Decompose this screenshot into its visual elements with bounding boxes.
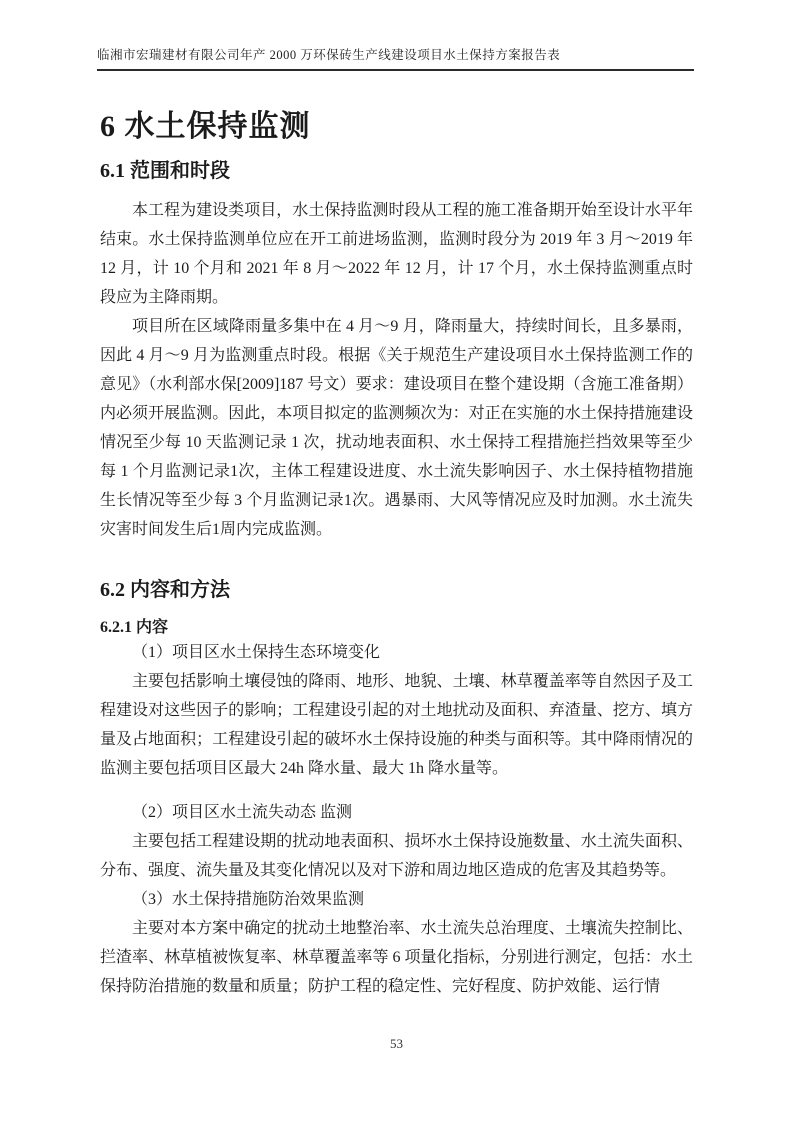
paragraph-scope-period-2: 项目所在区域降雨量多集中在 4 月～9 月，降雨量大，持续时间长，且多暴雨，因此 4 月～9 月为监测重点时段。根据《关于规范生产建设项目水土保持监测工作的意见》（水利部水保[2009]187 号文）要求：建设项目在整个建设期（含施工准备期）内必须开展监测。因此，本项目拟定的监测频次为：对正在实施的水土保持措施建设情况至少每 10 天监测记录 1 次，扰动地表面积、水土保持工程措施拦挡效果等至少每 1 个月监测记录1次，主体工程建设进度、水土流失影响因子、水土保持植物措施生长情况等至少每 3 个月监测记录1次。遇暴雨、大风等情况应及时加测。水土流失灾害时间发生后1周内完成监测。 bbox=[100, 318, 693, 538]
paragraph-scope-period-1: 本工程为建设类项目，水土保持监测时段从工程的施工准备期开始至设计水平年结束。水土保持监测单位应在开工前进场监测，监测时段分为 2019 年 3 月～2019 年 12 月，计 10 个月和 2021 年 8 月～2022 年 12 月，计 17 个月，水土保持监测重点时段应为主降雨期。 bbox=[100, 202, 693, 306]
page-number: 53 bbox=[390, 1036, 403, 1051]
chapter-heading: 6 水土保持监测 bbox=[100, 110, 311, 143]
list-item-title-2: （2）项目区水土流失动态 监测 bbox=[132, 804, 353, 821]
list-item-body-2: 主要包括工程建设期的扰动地表面积、损坏水土保持设施数量、水土流失面积、分布、强度、流失量及其变化情况以及对下游和周边地区造成的危害及其趋势等。 bbox=[100, 833, 693, 879]
subsection-heading-6-2-1: 6.2.1 内容 bbox=[100, 619, 169, 636]
page-footer bbox=[0, 1036, 793, 1052]
header-title: 临湘市宏瑞建材有限公司年产 2000 万环保砖生产线建设项目水土保持方案报告表 bbox=[97, 48, 561, 62]
document-content bbox=[100, 0, 693, 1001]
list-item-body-3: 主要对本方案中确定的扰动土地整治率、水土流失总治理度、土壤流失控制比、拦渣率、林草植被恢复率、林草覆盖率等 6 项量化指标，分别进行测定，包括：水土保持防治措施的数量和质量；防护工程的稳定性、完好程度、防护效能、运行情 bbox=[100, 920, 693, 995]
list-item-body-1: 主要包括影响土壤侵蚀的降雨、地形、地貌、土壤、林草覆盖率等自然因子及工程建设对这些因子的影响；工程建设引起的对土地扰动及面积、弃渣量、挖方、填方量及占地面积；工程建设引起的破坏水土保持设施的种类与面积等。其中降雨情况的监测主要包括项目区最大 24h 降水量、最大 1h 降水量等。 bbox=[100, 673, 693, 777]
section-heading-6-1: 6.1 范围和时段 bbox=[100, 160, 230, 182]
list-item-title-3: （3）水土保持措施防治效果监测 bbox=[132, 891, 365, 908]
section-heading-6-2: 6.2 内容和方法 bbox=[100, 579, 230, 601]
list-item-title-1: （1）项目区水土保持生态环境变化 bbox=[132, 644, 381, 661]
